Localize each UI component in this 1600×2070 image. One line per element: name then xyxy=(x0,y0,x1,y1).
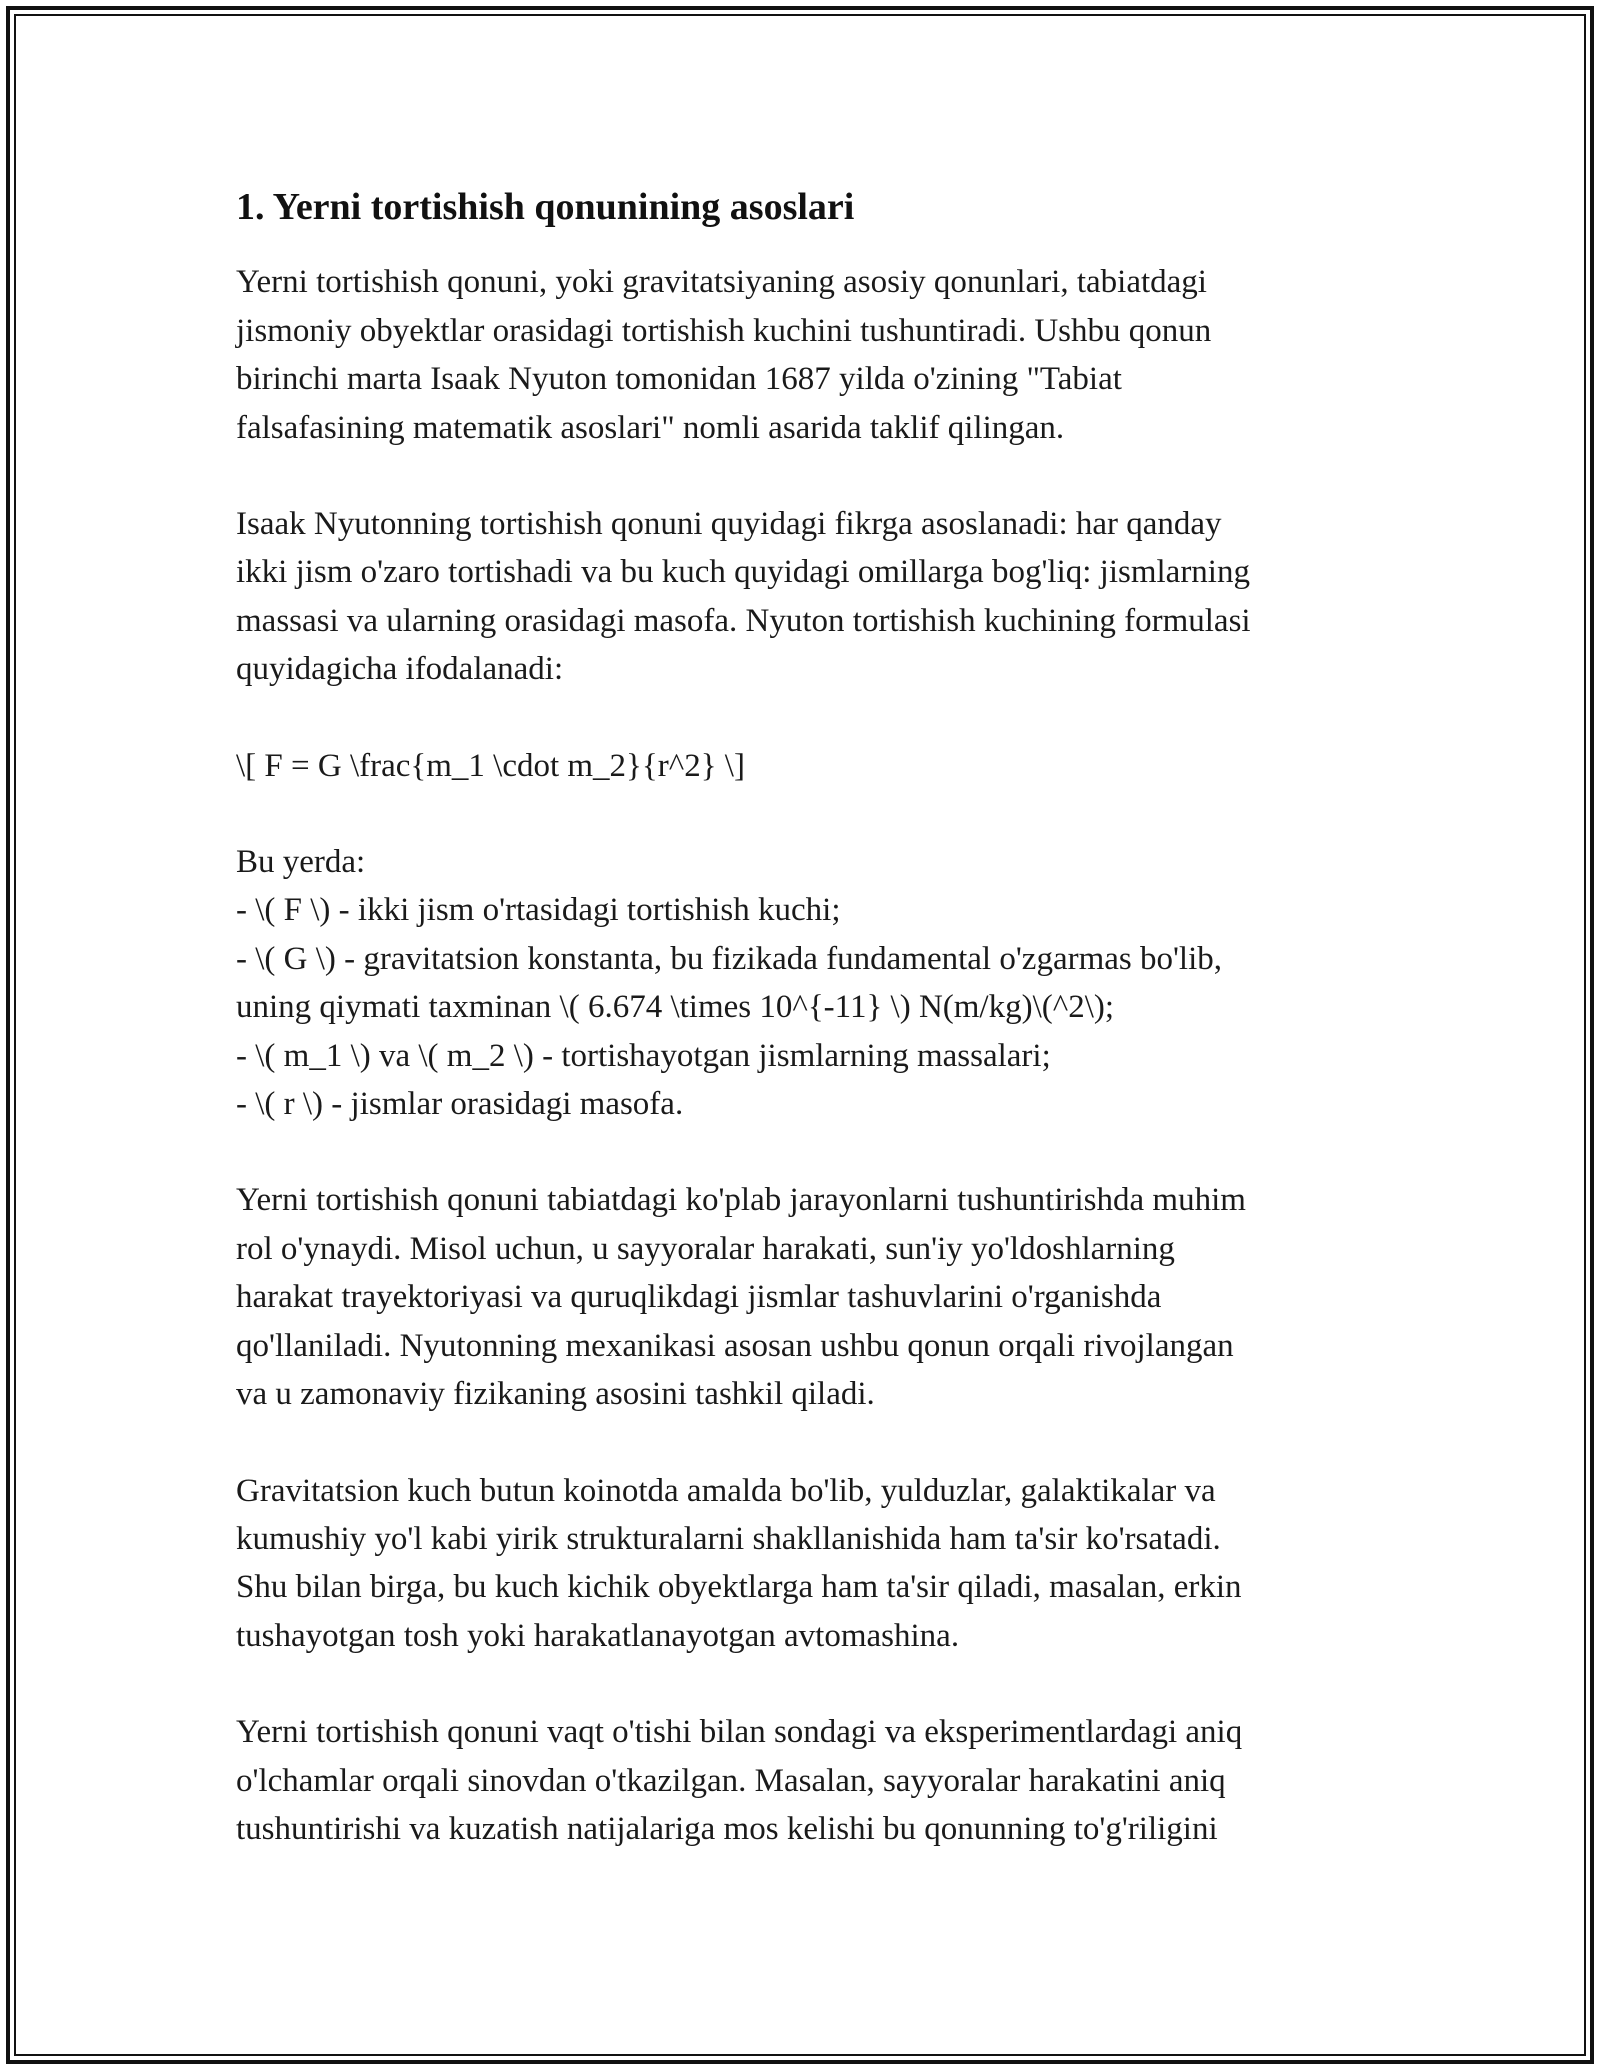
formula-line: \[ F = G \frac{m_1 \cdot m_2}{r^2} \] xyxy=(236,747,745,784)
paragraph-cosmic-scale: Gravitatsion kuch butun koinotda amalda bo'lib, yulduzlar, galaktikalar va kumushiy yo'l kabi yirik strukturalarni shakllanishida ham ta'sir ko'rsatadi. Shu bilan birga, bu kuch kichik obyektlarga ham ta'sir qiladi, masalan, erkin tushayotgan tosh yoki harakatlanayotgan avtomashina. xyxy=(236,1472,1242,1654)
paragraph-intro: Yerni tortishish qonuni, yoki gravitatsiyaning asosiy qonunlari, tabiatdagi jismoniy obyektlar orasidagi tortishish kuchini tushuntiradi. Ushbu qonun birinchi marta Isaak Nyuton tomonidan 1687 yilda o'zining "Tabiat falsafasining matematik asoslari" nomli asarida taklif qilingan. xyxy=(236,264,1212,446)
paragraph-newton-law: Isaak Nyutonning tortishish qonuni quyidagi fikrga asoslanadi: har qanday ikki jism o'zaro tortishadi va bu kuch quyidagi omillarga bog'liq: jismlarning massasi va ularning orasidagi masofa. Nyuton tortishish kuchining formulasi quyidagicha ifodalanadi: xyxy=(236,506,1251,688)
paragraph-applications: Yerni tortishish qonuni tabiatdagi ko'plab jarayonlarni tushuntirishda muhim rol o'ynaydi. Misol uchun, u sayyoralar harakati, sun'iy yo'ldoshlarning harakat trayektoriyasi va quruqlikdagi jismlar tashuvlarini o'rganishda qo'llaniladi. Nyutonning mexanikasi asosan ushbu qonun orqali rivojlangan va u zamonaviy fizikaning asosini tashkil qiladi. xyxy=(236,1182,1246,1413)
section-heading: 1. Yerni tortishish qonunining asoslari xyxy=(236,186,855,228)
document-body xyxy=(236,183,1376,1853)
paragraph-verification: Yerni tortishish qonuni vaqt o'tishi bilan sondagi va eksperimentlardagi aniq o'lchamlar orqali sinovdan o'tkazilgan. Masalan, sayyoralar harakatini aniq tushuntirishi va kuzatish natijalariga mos kelishi bu qonunning to'g'riligini xyxy=(236,1714,1243,1847)
paragraph-definitions: Bu yerda: - \( F \) - ikki jism o'rtasidagi tortishish kuchi; - \( G \) - gravitatsion konstanta, bu fizikada fundamental o'zgarmas bo'lib, uning qiymati taxminan \( 6.674 \times 10^{-11} \) N(m/kg)\(^2\); - \( m_1 \) va \( m_2 \) - tortishayotgan jismlarning massalari; - \( r \) - jismlar orasidagi masofa. xyxy=(236,844,1223,1123)
